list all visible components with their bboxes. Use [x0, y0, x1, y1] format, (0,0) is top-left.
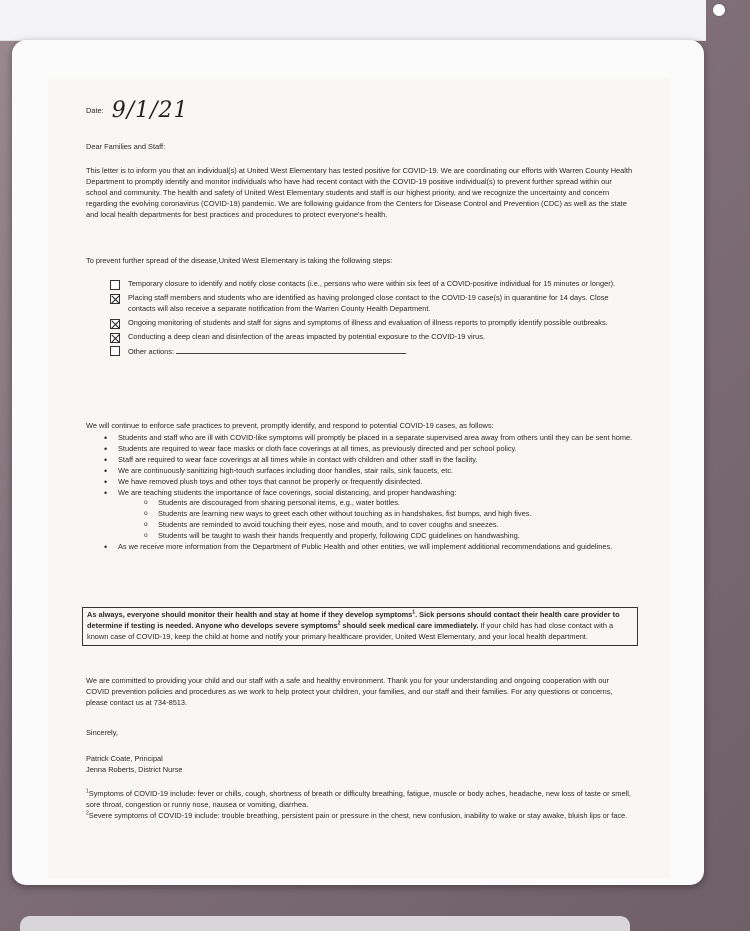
notice-text: If your child has had close contact with a known case of COVID-19, keep the child at home and notify your primary healthcare provider, United West Elementary, and your local health department.: [87, 620, 614, 641]
list-item: [104, 542, 634, 553]
checklist-text: Other actions:: [128, 346, 175, 356]
sub-list-item: [144, 498, 634, 509]
handwritten-date: 9/1/21: [111, 98, 189, 123]
list-item: [104, 466, 634, 477]
checklist-text: Conducting a deep clean and disinfection of the areas impacted by potential exposure to the COVID-19 virus.: [128, 331, 486, 341]
checkbox-unchecked: [110, 280, 120, 290]
footnote-ref-1: 1: [412, 609, 416, 616]
letter-paper: [48, 78, 670, 878]
bottom-sheet-edge: [20, 916, 630, 931]
closing-paragraph: We are committed to providing your child and our staff with a safe and healthy environment. Thank you for your understanding and ongoing cooperation with our COVID prevention policies and procedures as we work to help protect your children, your families, and our staff and their families. For any questions or concerns, please contact us at 734-8513.: [86, 676, 613, 707]
notice-bold-1: As always, everyone should monitor their health and stay at home if they develop symptoms: [87, 610, 413, 619]
sub-list-item-text: Students are learning new ways to greet each other without touching as in handshakes, fist bumps, and high fives.: [158, 509, 532, 519]
checklist-item: [110, 318, 630, 329]
checklist-text: Ongoing monitoring of students and staff for signs and symptoms of illness and evaluation of illness reports to promptly identify possible outbreaks.: [128, 317, 608, 327]
sub-list-item: [144, 531, 634, 542]
checkbox-checked: [110, 319, 120, 329]
notice-bold-2: . Sick persons should contact their health care provider to determine if testing is needed. Anyone who develops severe symptoms: [87, 610, 620, 630]
sub-list-item: [144, 520, 634, 531]
list-item-text: We are teaching students the importance of face coverings, social distancing, and proper handwashing:: [118, 487, 457, 497]
checklist-item: [110, 279, 630, 290]
blank-line: [176, 345, 406, 354]
sign-off: Sincerely,: [86, 728, 118, 737]
top-sheet-bar: [0, 0, 706, 41]
practices-list: [104, 433, 634, 553]
footnotes: [86, 789, 634, 822]
sub-list-item-text: Students are reminded to avoid touching their eyes, nose and mouth, and to cover coughs and sneezes.: [158, 520, 499, 530]
checklist-text: Placing staff members and students who are identified as having prolonged close contact to the COVID-19 case(s) in quarantine for 14 days. Close contacts will also receive a separate notification from the Warren County Health Department.: [128, 292, 609, 313]
checkbox-checked: [110, 294, 120, 304]
greeting: Dear Families and Staff:: [86, 142, 166, 151]
list-item: [104, 488, 634, 543]
footnote-ref-2: 2: [337, 620, 341, 627]
list-item-text: Students and staff who are ill with COVID-like symptoms will promptly be placed in a separate supervised area away from others until they can be sent home.: [118, 433, 633, 442]
health-notice-box: [82, 607, 638, 646]
date-label: Date:: [86, 106, 104, 115]
steps-checklist: [110, 279, 630, 357]
footnote-mark-1: 1: [86, 788, 89, 795]
checklist-item: [110, 345, 630, 358]
list-item: [104, 455, 634, 466]
list-item-text: Students are required to wear face masks or cloth face coverings at all times, as previously directed and per school policy.: [118, 443, 517, 453]
checklist-item: [110, 332, 630, 343]
practices-intro: We will continue to enforce safe practices to prevent, promptly identify, and respond to potential COVID-19 cases, as follows:: [86, 421, 494, 430]
list-item: [104, 433, 634, 444]
sub-list: [118, 498, 634, 542]
list-item: [104, 477, 634, 488]
footnote-1-text: Symptoms of COVID-19 include: fever or chills, cough, shortness of breath or difficulty breathing, fatigue, muscle or body aches, headache, new loss of taste or smell, sore throat, congestion or runny nose, nausea or vomiting, diarrhea.: [86, 789, 631, 809]
sub-list-item-text: Students will be taught to wash their hands frequently and properly, following CDC guidelines on handwashing.: [158, 531, 520, 541]
list-item-text: We have removed plush toys and other toys that cannot be properly or frequently disinfected.: [118, 476, 423, 486]
list-item: [104, 444, 634, 455]
checklist-text: Temporary closure to identify and notify close contacts (i.e., persons who were within six feet of a COVID-positive individual for 15 minutes or longer).: [128, 279, 616, 288]
footnote-1: [86, 789, 634, 811]
intro-paragraph: This letter is to inform you that an individual(s) at United West Elementary has tested positive for COVID-19. We are coordinating our efforts with Warren County Health Department to promptly identify and monitor individuals who have had recent contact with the COVID-19 positive individual(s) to prevent further spread within our school and community. The health and safety of United West Elementary students and staff is our highest priority, and we recognize the uncertainty and concern regarding the evolving coronavirus (COVID-19) pandemic. We are following guidance from the Centers for Disease Control and Prevention (CDC) as well as the state and local health departments for best practices and procedures to protect everyone's health.: [86, 166, 633, 219]
sub-list-item: [144, 509, 634, 520]
signer-nurse: Jenna Roberts, District Nurse: [86, 765, 183, 774]
steps-intro: To prevent further spread of the disease,United West Elementary is taking the following steps:: [86, 256, 393, 265]
notice-bold-3: should seek medical care immediately.: [340, 620, 479, 630]
checkbox-unchecked: [110, 346, 120, 356]
status-dot: [713, 4, 725, 16]
list-item-text: We are continuously sanitizing high-touch surfaces including door handles, stair rails, sink faucets, etc.: [118, 465, 454, 475]
checkbox-checked: [110, 333, 120, 343]
checklist-item: [110, 293, 630, 315]
footnote-mark-2: 2: [86, 810, 89, 817]
list-item-text: Staff are required to wear face coverings at all times while in contact with children and other staff in the facility.: [118, 454, 478, 464]
sub-list-item-text: Students are discouraged from sharing personal items, e.g., water bottles.: [158, 498, 400, 508]
list-item-text: As we receive more information from the Department of Public Health and other entities, we will implement additional recommendations and guidelines.: [118, 542, 613, 552]
date-row: [86, 98, 189, 123]
footnote-2: [86, 811, 634, 822]
signer-principal: Patrick Coate, Principal: [86, 754, 163, 763]
footnote-2-text: Severe symptoms of COVID-19 include: trouble breathing, persistent pain or pressure in the chest, new confusion, inability to wake or stay awake, bluish lips or face.: [88, 810, 628, 820]
